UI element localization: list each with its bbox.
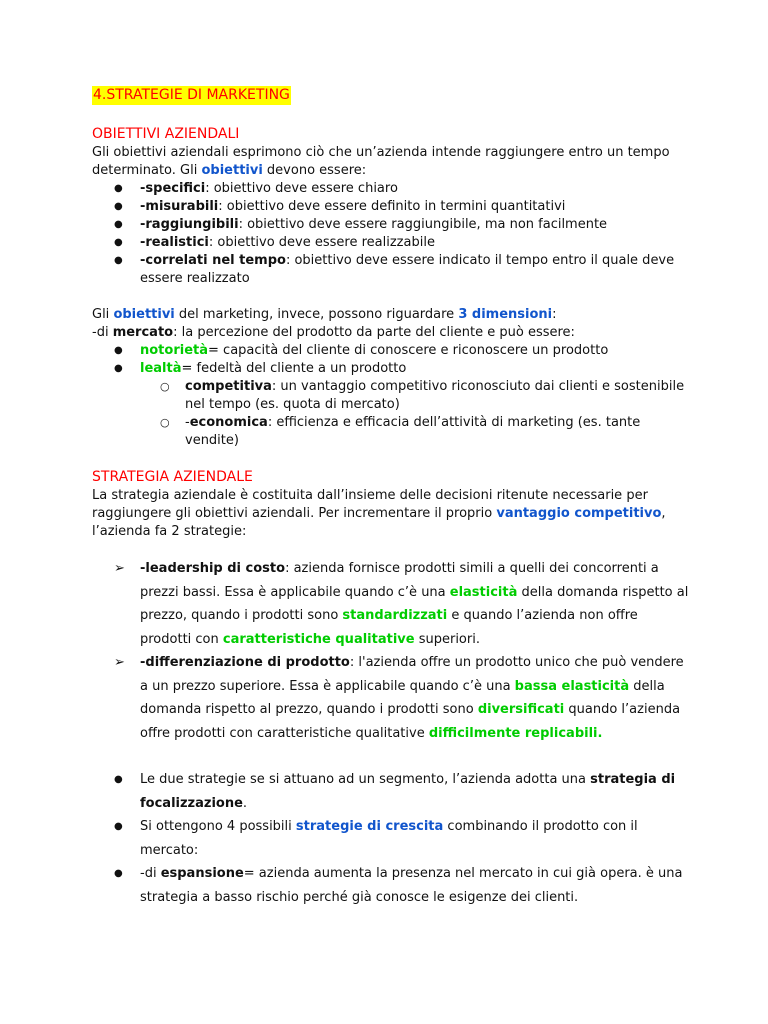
list-item: ➢ -leadership di costo: azienda fornisce prodotti simili a quelli dei concorrenti a prezzi bassi. Essa è applicabile quando c’è una elasticità della domanda rispetto al prezzo, quando i prodotti sono standardizzati e quando l’azienda non offre prodotti con caratteristiche qualitative superiori.	[92, 557, 692, 651]
mercato-list	[92, 342, 692, 378]
document-page	[92, 86, 692, 909]
list-item: ● -correlati nel tempo: obiettivo deve essere indicato il tempo entro il quale deve essere realizzato	[92, 252, 692, 288]
list-item: ● -raggiungibili: obiettivo deve essere raggiungibile, ma non facilmente	[92, 216, 692, 234]
strategia-intro: La strategia aziendale è costituita dall’insieme delle decisioni ritenute necessarie per raggiungere gli obiettivi aziendali. Per incrementare il proprio vantaggio competitivo, l’azienda fa 2 strategie:	[92, 488, 666, 539]
list-item: ● -misurabili: obiettivo deve essere definito in termini quantitativi	[92, 198, 692, 216]
list-item: ● lealtà= fedeltà del cliente a un prodotto	[92, 360, 692, 378]
list-item: ○ -economica: efficienza e efficacia dell’attività di marketing (es. tante vendite)	[92, 414, 692, 450]
page-title: 4.STRATEGIE DI MARKETING	[93, 87, 290, 103]
obiettivi-list	[92, 180, 692, 288]
strategie-list	[92, 557, 692, 745]
lealta-sublist	[92, 378, 692, 450]
list-item: ● Le due strategie se si attuano ad un segmento, l’azienda adotta una strategia di focalizzazione.	[92, 768, 692, 815]
list-item: ● -specifici: obiettivo deve essere chiaro	[92, 180, 692, 198]
crescita-list	[92, 768, 692, 909]
dimensioni-paragraph: Gli obiettivi del marketing, invece, possono riguardare 3 dimensioni:	[92, 307, 557, 322]
list-item: ● -realistici: obiettivo deve essere realizzabile	[92, 234, 692, 252]
obiettivi-intro: Gli obiettivi aziendali esprimono ciò che un’azienda intende raggiungere entro un tempo determinato. Gli obiettivi devono essere:	[92, 145, 670, 178]
list-item: ● notorietà= capacità del cliente di conoscere e riconoscere un prodotto	[92, 342, 692, 360]
list-item: ➢ -differenziazione di prodotto: l'azienda offre un prodotto unico che può vendere a un prezzo superiore. Essa è applicabile quando c’è una bassa elasticità della domanda rispetto al prezzo, quando i prodotti sono diversificati quando l’azienda offre prodotti con caratteristiche qualitative difficilmente replicabili.	[92, 651, 692, 745]
list-item: ● -di espansione= azienda aumenta la presenza nel mercato in cui già opera. è una strategia a basso rischio perché già conosce le esigenze dei clienti.	[92, 862, 692, 909]
mercato-paragraph: -di mercato: la percezione del prodotto da parte del cliente e può essere:	[92, 325, 575, 340]
section-heading-obiettivi: OBIETTIVI AZIENDALI	[92, 126, 240, 142]
list-item: ● Si ottengono 4 possibili strategie di crescita combinando il prodotto con il mercato:	[92, 815, 692, 862]
list-item: ○ competitiva: un vantaggio competitivo riconosciuto dai clienti e sostenibile nel tempo (es. quota di mercato)	[92, 378, 692, 414]
section-heading-strategia: STRATEGIA AZIENDALE	[92, 469, 253, 485]
title-row	[92, 86, 692, 108]
